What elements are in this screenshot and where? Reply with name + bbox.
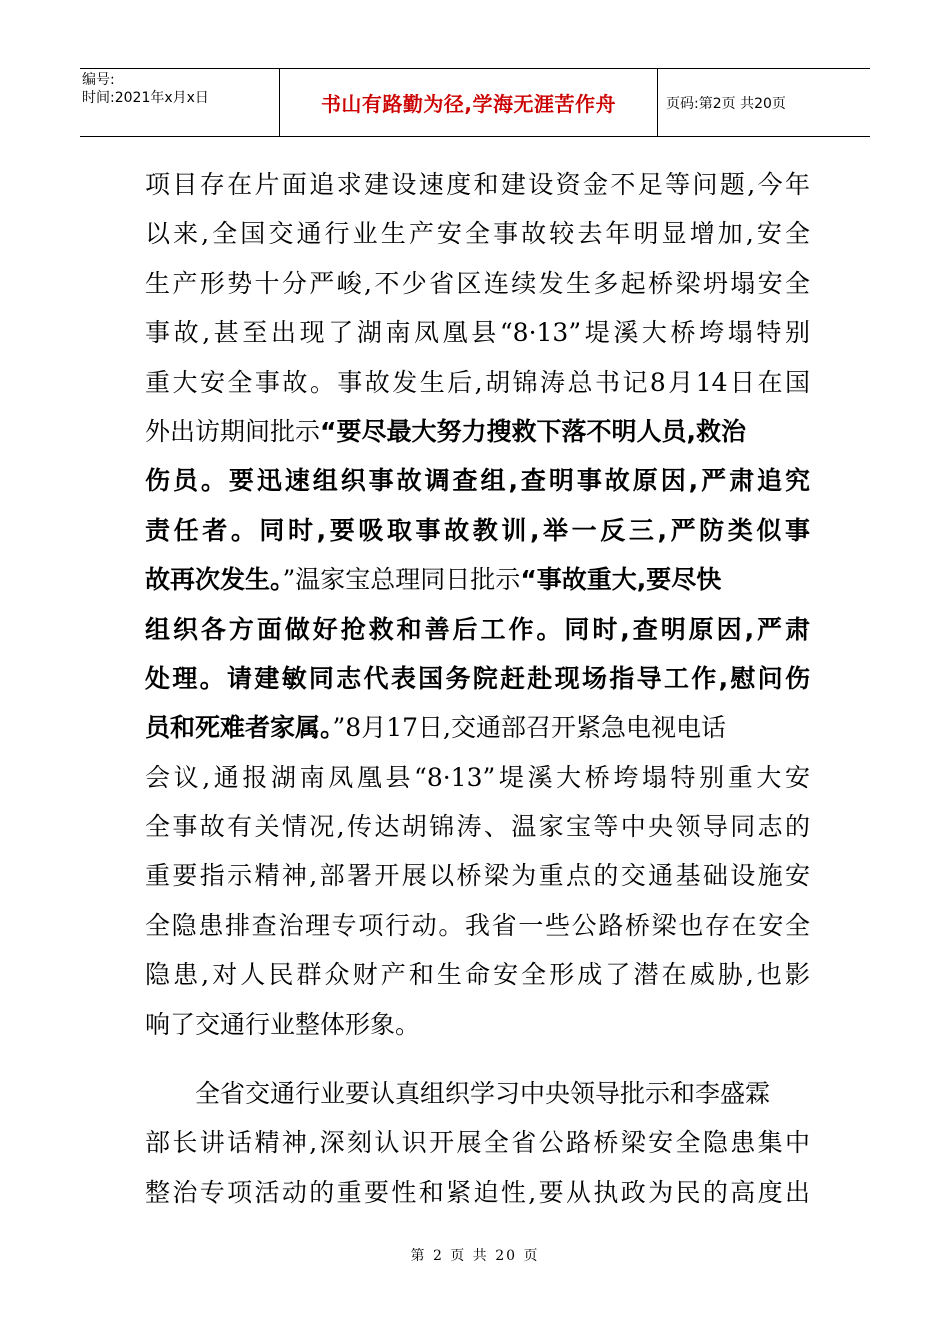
header-motto-cell [280, 69, 658, 136]
header-motto: 书山有路勤为径,学海无涯苦作舟 [320, 92, 617, 116]
page-footer: 第 2 页 共 20 页 [410, 1248, 540, 1264]
text-line: 会议,通报湖南凤凰县“8·13”堤溪大桥垮塌特别重大安 [145, 762, 810, 792]
text-line: 整治专项活动的重要性和紧迫性,要从执政为民的高度出 [145, 1177, 810, 1207]
quote-line: 伤员。要迅速组织事故调查组,查明事故原因,严肃追究 [145, 466, 810, 496]
text-line: 全隐患排查治理专项行动。我省一些公路桥梁也存在安全 [145, 910, 810, 940]
text-line: 生产形势十分严峻,不少省区连续发生多起桥梁坍塌安全 [145, 268, 810, 298]
text-line [145, 407, 810, 456]
quote-segment: “要尽最大努力搜救下落不明人员,救治 [320, 416, 746, 446]
quote-segment: “事故重大,要尽快 [520, 565, 722, 595]
text-segment: 外出访期间批示 [145, 416, 321, 446]
quote-line: 责任者。同时,要吸取事故教训,举一反三,严防类似事 [145, 515, 810, 545]
text-line: 以来,全国交通行业生产安全事故较去年明显增加,安全 [145, 219, 810, 249]
quote-line: 组织各方面做好抢救和善后工作。同时,查明原因,严肃 [145, 614, 810, 644]
text-line: 隐患,对人民群众财产和生命安全形成了潜在威胁,也影 [145, 960, 810, 990]
quote-segment: 故再次发生。 [145, 565, 283, 595]
text-line: 重大安全事故。事故发生后,胡锦涛总书记8月14日在国 [145, 367, 810, 397]
header-meta [80, 69, 280, 136]
quote-line: 处理。请建敏同志代表国务院赶赴现场指导工作,慰问伤 [145, 663, 810, 693]
paragraph-gap [145, 1049, 810, 1069]
document-number: 编号: [82, 72, 115, 88]
text-line: 重要指示精神,部署开展以桥梁为重点的交通基础设施安 [145, 861, 810, 891]
document-body [145, 160, 810, 1217]
text-line: 全省交通行业要认真组织学习中央领导批示和李盛霖 [195, 1079, 771, 1109]
page-header [80, 68, 870, 137]
quote-segment: 员和死难者家属。 [145, 713, 333, 743]
text-line: 部长讲话精神,深刻认识开展全省公路桥梁安全隐患集中 [145, 1128, 810, 1158]
document-date: 时间:2021年x月x日 [82, 90, 209, 106]
text-segment: ”温家宝总理同日批示 [282, 565, 521, 595]
text-line [145, 703, 810, 752]
text-line: 事故,甚至出现了湖南凤凰县“8·13”堤溪大桥垮塌特别 [145, 318, 810, 348]
text-line: 全事故有关情况,传达胡锦涛、温家宝等中央领导同志的 [145, 812, 810, 842]
text-line: 项目存在片面追求建设速度和建设资金不足等问题,今年 [145, 170, 810, 199]
text-line [145, 555, 810, 604]
text-segment: ”8月17日,交通部召开紧急电视电话 [332, 713, 726, 743]
header-page-info: 页码:第2页 共20页 [666, 95, 786, 112]
text-line: 响了交通行业整体形象。 [145, 1009, 421, 1039]
